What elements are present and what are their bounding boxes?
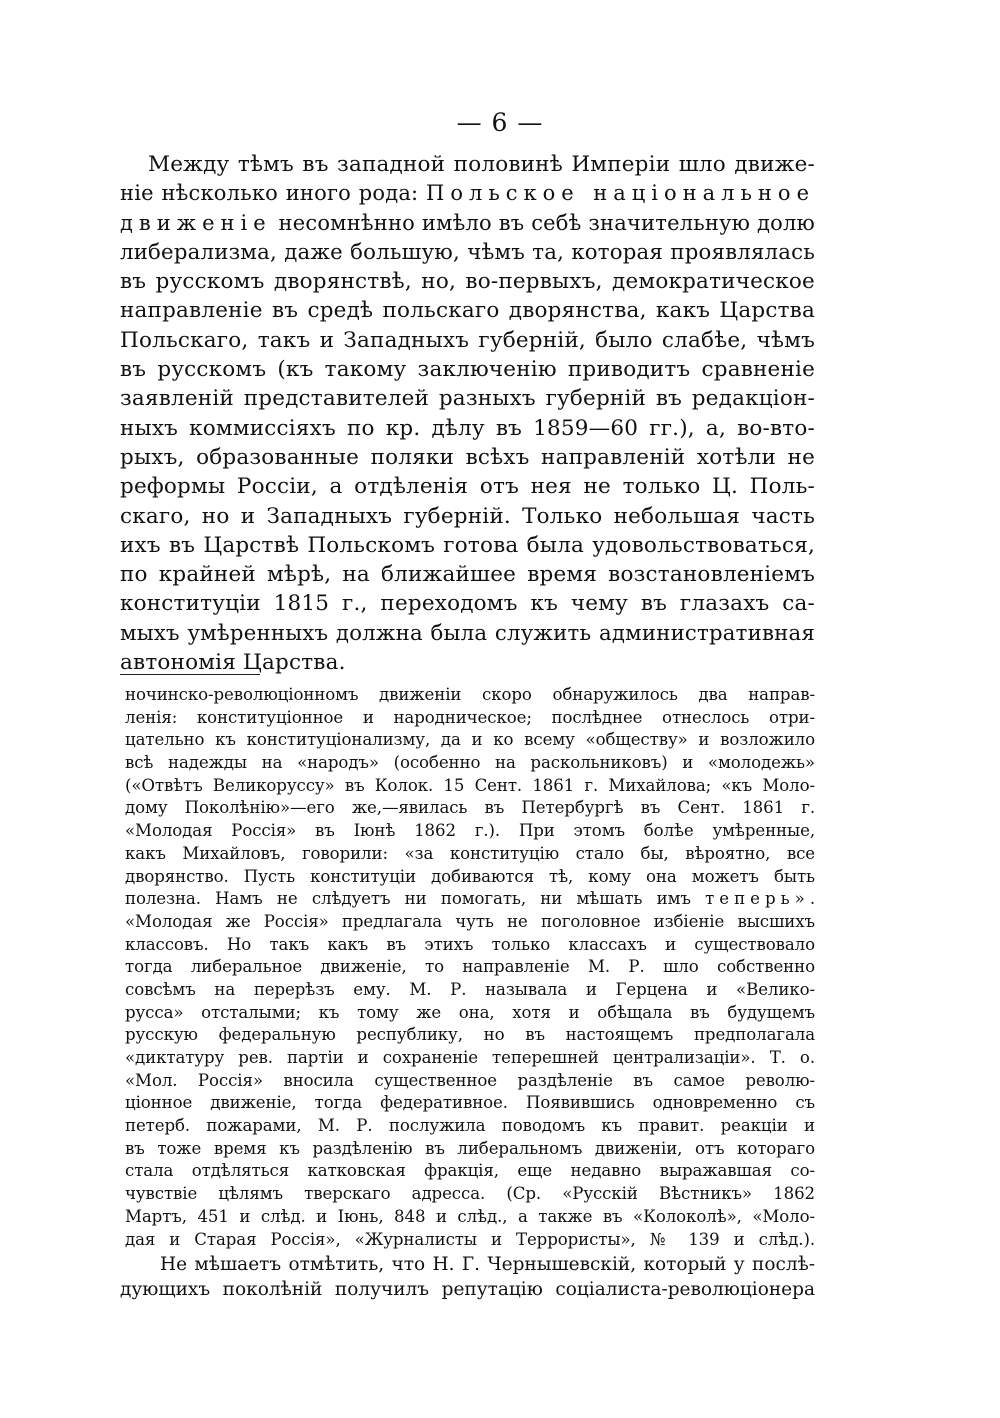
text-line: скаго, но и Западныхъ губерній. Только небольшая часть [120,503,815,529]
footnote-line: ленія: конституціонное и народническое; послѣднее отнеслось отри- [125,707,815,727]
text-line: мыхъ умѣренныхъ должна была служить административная [120,620,815,646]
text-line [120,209,815,238]
footnote [125,684,815,1251]
footnote-line: «Мол. Россія» вносила существенное раздѣленіе въ самое револю- [125,1070,815,1090]
footnote-line: Мартъ, 451 и слѣд. и Іюнь, 848 и слѣд., а также въ «Колоколѣ», «Моло- [125,1206,815,1226]
footnote-line: петерб. пожарами, М. Р. послужила поводомъ къ правит. реакціи и [125,1116,815,1136]
footnote-line: русса» отсталыми; къ тому же она, хотя и обѣщала въ будущемъ [125,1002,815,1022]
footnote-line: въ тоже время къ раздѣленію въ либеральномъ движеніи, отъ котораго [125,1138,815,1158]
text-line: ныхъ коммиссіяхъ по кр. дѣлу въ 1859—60 гг.), а, во-вто- [120,415,815,441]
footnote-line: ночинско-революціонномъ движеніи скоро обнаружилось два направ- [125,685,815,704]
footnote-divider [120,674,260,675]
footnote-line: чувствіе цѣлямъ тверскаго адресса. (Ср. «Русскій Вѣстникъ» 1862 [125,1184,815,1204]
footnote-line: русскую федеральную республику, но въ настоящемъ предполагала [125,1025,815,1045]
text-line: направленіе въ средѣ польскаго дворянства, какъ Царства [120,298,815,324]
footnote-line: ціонное движеніе, тогда федеративное. Появившись одновременно съ [125,1093,815,1113]
text-line: автономія Царства. [120,650,346,676]
text-run: несомнѣнно имѣло въ себѣ значительную долю [271,210,815,235]
footnote-line: классовъ. Но такъ какъ въ этихъ только классахъ и существовало [125,934,815,954]
text-line: ихъ въ Царствѣ Польскомъ готова была удовольствоваться, [120,532,815,558]
text-line: реформы Россіи, а отдѣленія отъ нея не только Ц. Поль- [120,474,815,500]
text-line: либерализма, даже большую, чѣмъ та, которая проявлялась [120,239,815,265]
footnote-line: какъ Михайловъ, говорили: «за конституцію стало бы, вѣроятно, все [125,843,815,863]
text-line [120,179,815,208]
text-line: Между тѣмъ въ западной половинѣ Имперіи шло движе- [148,152,815,177]
text-line: по крайней мѣрѣ, на ближайшее время возстановленіемъ [120,562,815,588]
text-run: ніе нѣсколько иного рода: [120,181,427,206]
text-run: . [809,889,815,909]
text-line: въ русскомъ (къ такому заключенію приводитъ сравненіе [120,357,815,383]
footnote-line: дому Поколѣнію»—его же,—явилась въ Петербургѣ въ Сент. 1861 г. [125,798,815,818]
page-number: — 6 — [456,108,544,137]
text-line: заявленій представителей разныхъ губерній въ редакціон- [120,386,815,412]
text-line: въ русскомъ дворянствѣ, но, во-первыхъ, демократическое [120,269,815,295]
text-line: рыхъ, образованные поляки всѣхъ направленій хотѣли не [120,444,815,470]
footnote-line: всѣ надежды на «народъ» (особенно на раскольниковъ) и «молодежь» [125,753,815,773]
footnote-line: цательно къ конституціонализму, да и ко всему «обществу» и возложило [125,730,815,750]
continuation-paragraph [120,1252,815,1302]
footnote-line: («Отвѣтъ Великоруссу» въ Колок. 15 Сент. 1861 г. Михайлова; «къ Моло- [125,775,815,795]
footnote-line: стала отдѣляться катковская фракція, еще недавно выражавшая со- [125,1161,815,1181]
footnote-line: «диктатуру рев. партіи и сохраненіе теперешней централизаціи». Т. о. [125,1048,815,1067]
text-line: дующихъ поколѣній получилъ репутацію соціалиста-революціонера [120,1279,815,1300]
spaced-emphasis: движеніе [120,210,272,235]
footnote-line: дворянство. Пусть конституціи добиваются тѣ, кому она можетъ быть [125,866,815,886]
footnote-line: дая и Старая Россія», «Журналисты и Террористы», № 139 и слѣд.). [125,1229,815,1249]
footnote-line: «Молодая Россія» въ Іюнѣ 1862 г.). При этомъ болѣе умѣренные, [125,821,815,841]
text-line: Польскаго, такъ и Западныхъ губерній, было слабѣе, чѣмъ [120,327,815,353]
text-run: полезна. Намъ не слѣдуетъ ни помогать, ни мѣшать имъ [125,889,706,909]
footnote-line [125,888,815,911]
footnote-line: «Молодая же Россія» предлагала чуть не поголовное избіеніе высшихъ [125,911,815,931]
footnote-line: совсѣмъ на перерѣзъ ему. М. Р. называла и Герцена и «Велико- [125,979,815,999]
spaced-emphasis: Польское національное [426,181,815,206]
spaced-emphasis: теперь» [705,889,810,909]
text-line: конституціи 1815 г., переходомъ къ чему въ глазахъ са- [120,591,815,617]
main-paragraph [120,150,815,677]
footnote-line: тогда либеральное движеніе, то направленіе М. Р. шло собственно [125,957,815,977]
text-line: Не мѣшаетъ отмѣтить, что Н. Г. Чернышевскій, который у послѣ- [160,1254,815,1275]
